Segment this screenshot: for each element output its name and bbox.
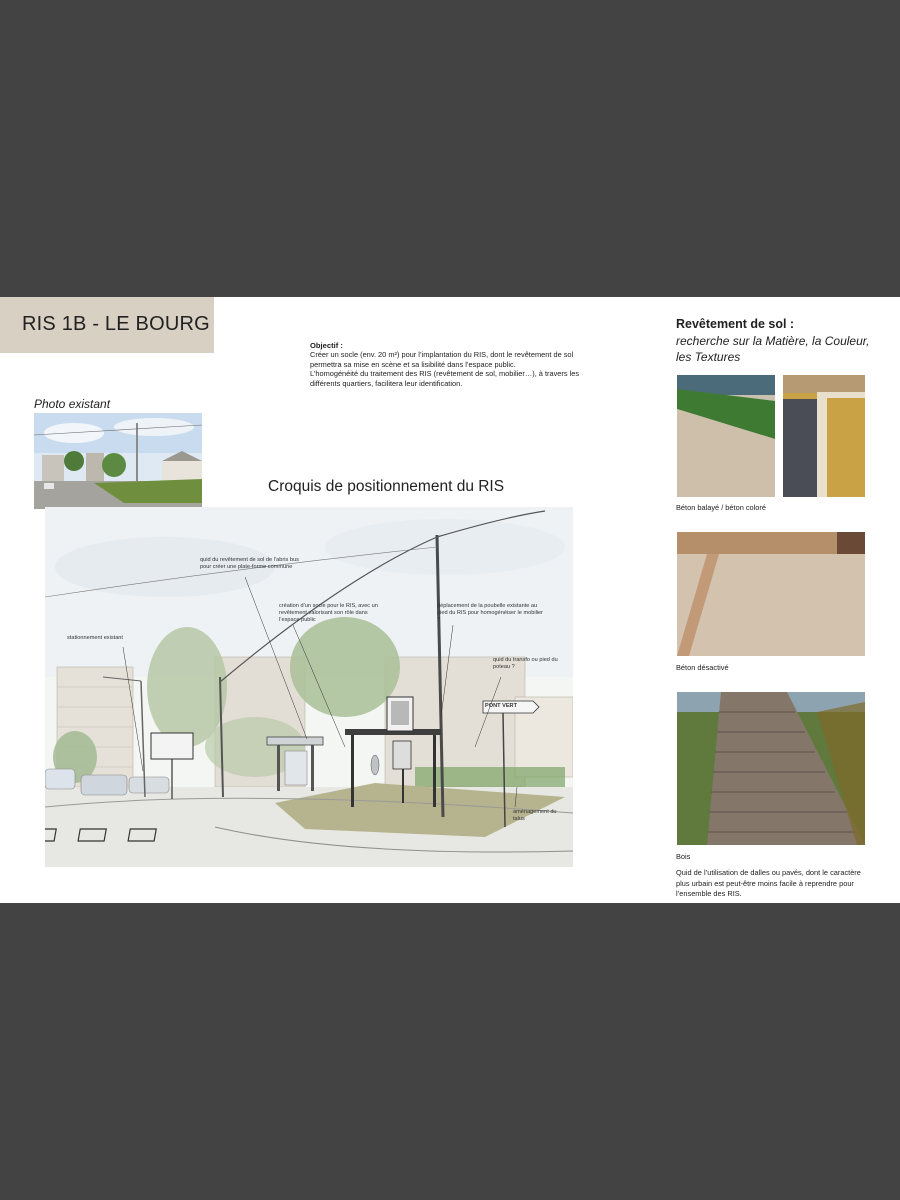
objective-heading: Objectif : bbox=[310, 341, 343, 350]
swatch-brushed-concrete bbox=[677, 375, 775, 497]
caption-brushed-concrete: Béton balayé / béton coloré bbox=[676, 503, 766, 512]
caption-wood: Bois bbox=[676, 852, 691, 861]
positioning-sketch bbox=[45, 507, 573, 867]
surface-heading: Revêtement de sol : bbox=[676, 317, 795, 331]
sign-text: PONT VERT bbox=[485, 703, 518, 709]
annotation-trash-bin: déplacement de la poubelle existante au pied du RIS pour homogénéiser le mobilier ? bbox=[437, 603, 544, 623]
swatch-wood-boardwalk bbox=[677, 692, 865, 845]
annotation-ris-base: création d’un socle pour le RIS, avec un revêtement valorisant son rôle dans l’espace public bbox=[279, 603, 378, 623]
annotation-slope: aménagement du talus bbox=[513, 809, 557, 822]
existing-site-photo bbox=[34, 413, 202, 509]
surface-note: Quid de l’utilisation de dalles ou pavés, dont le caractère plus urbain est peut-être moins facile à reprendre pour l’ensemble des RIS. bbox=[676, 868, 861, 898]
objective-text-block bbox=[310, 341, 600, 388]
annotation-transformer: quid du transfo ou pied du poteau ? bbox=[493, 657, 558, 670]
page-title: RIS 1B - LE BOURG bbox=[22, 313, 210, 335]
caption-exposed-aggregate: Béton désactivé bbox=[676, 663, 729, 672]
photo-label: Photo existant bbox=[34, 397, 111, 411]
objective-paragraph-1: Créer un socle (env. 20 m²) pour l’implantation du RIS, dont le revêtement de sol permettra sa mise en scène et sa lisibilité dans l’espace public. bbox=[310, 350, 574, 369]
swatch-exposed-aggregate bbox=[677, 532, 865, 656]
annotation-bus-shelter: quid du revêtement de sol de l’abris bus pour créer une plate-forme commune bbox=[200, 557, 299, 570]
annotation-parking: stationnement existant bbox=[67, 635, 123, 641]
sketch-title: Croquis de positionnement du RIS bbox=[268, 478, 505, 495]
swatch-colored-concrete bbox=[783, 375, 865, 497]
title-banner bbox=[0, 297, 214, 353]
surface-subtitle: recherche sur la Matière, la Couleur, les Textures bbox=[676, 334, 870, 364]
objective-paragraph-2: L’homogénéité du traitement des RIS (revêtement de sol, mobilier…), à travers les différents quartiers, facilitera leur identification. bbox=[310, 369, 580, 388]
presentation-sheet bbox=[0, 297, 900, 903]
